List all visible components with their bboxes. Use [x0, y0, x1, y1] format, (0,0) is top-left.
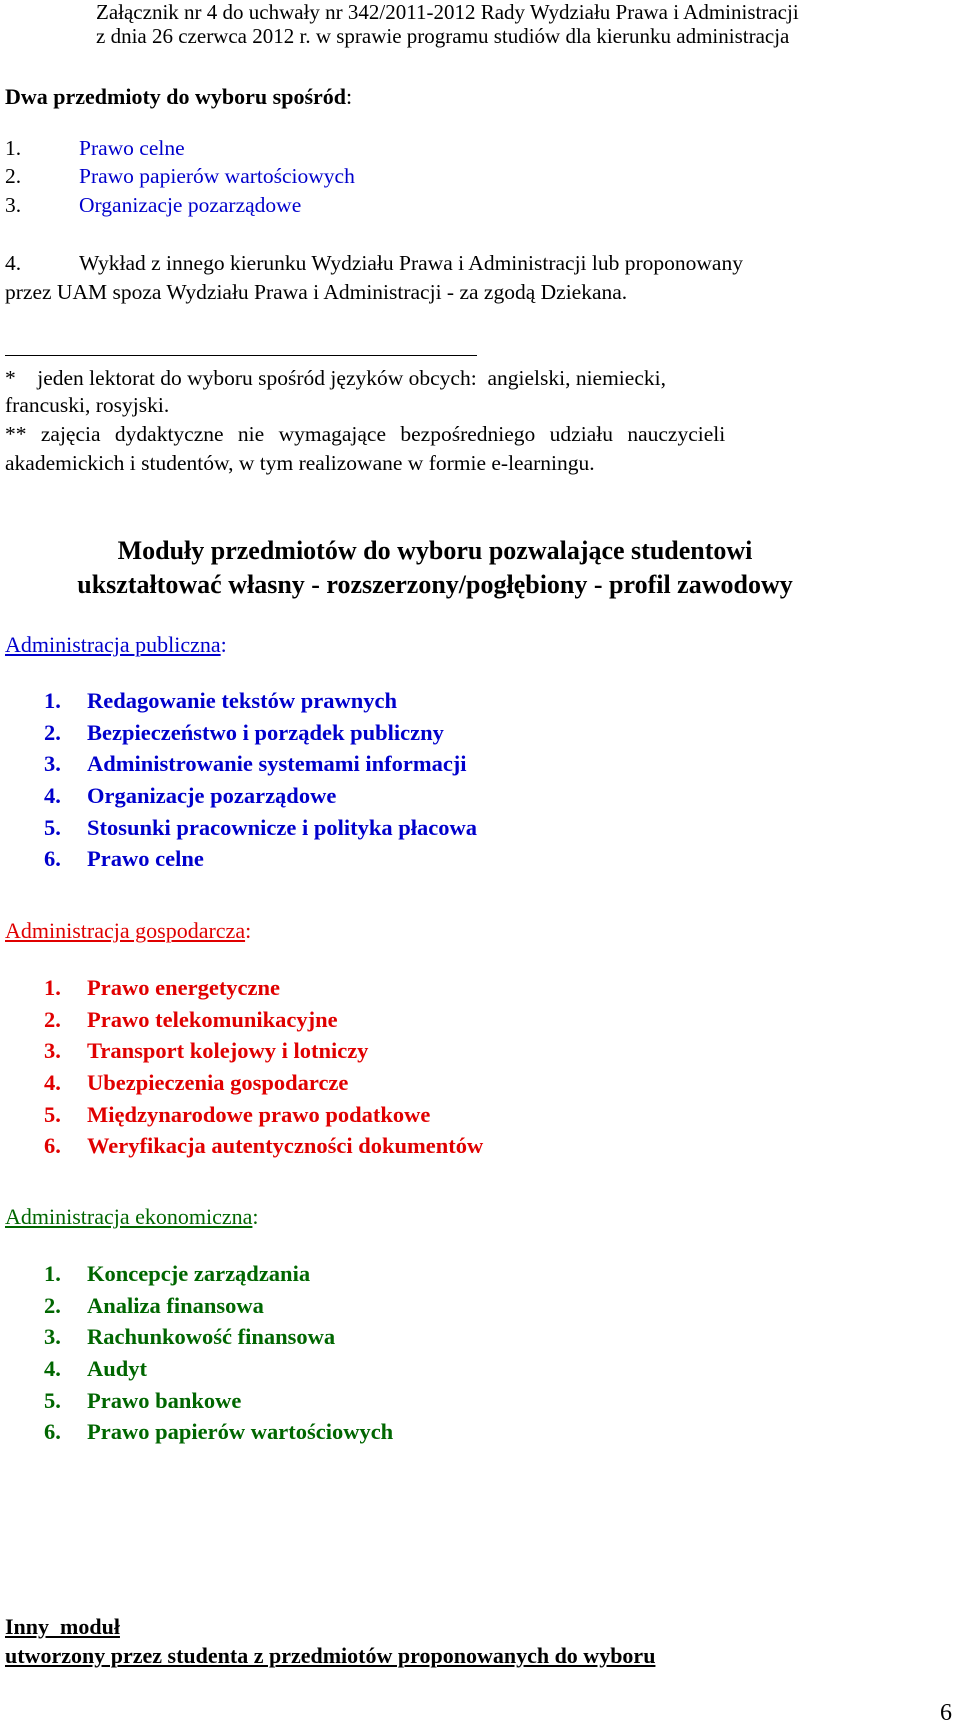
elective-item-label: Prawo papierów wartościowych [79, 164, 355, 188]
section-list-publiczna [44, 685, 477, 875]
section-heading-text: Administracja gospodarcza [5, 918, 246, 943]
list-item-label: Ubezpieczenia gospodarcze [87, 1070, 349, 1096]
electives-heading-text: Dwa przedmioty do wyboru spośród [5, 84, 347, 109]
document-header-line1: Załącznik nr 4 do uchwały nr 342/2011-2012 Rady Wydziału Prawa i Administracji [96, 0, 799, 24]
other-module-description: utworzony przez studenta z przedmiotów proponowanych do wyboru [5, 1643, 656, 1668]
list-item-num: 2. [44, 1006, 61, 1032]
list-item-label: Analiza finansowa [87, 1292, 264, 1318]
list-item-label: Organizacje pozarządowe [87, 783, 337, 809]
list-item-label: Audyt [87, 1356, 148, 1382]
footnote-separator [5, 355, 477, 356]
list-item [44, 1099, 483, 1131]
electives-heading-colon: : [346, 84, 353, 109]
modules-title-line1: Moduły przedmiotów do wyboru pozwalające studentowi [117, 536, 753, 565]
elective-item-num: 4. [5, 251, 22, 275]
section-list-ekonomiczna [44, 1258, 393, 1448]
elective-item [5, 136, 185, 160]
elective-item-label: Organizacje pozarządowe [79, 193, 302, 217]
list-item-num: 4. [44, 1356, 61, 1382]
list-item-num: 2. [44, 719, 61, 745]
other-module-title: Inny moduł [5, 1614, 120, 1639]
list-item-label: Prawo telekomunikacyjne [87, 1006, 338, 1032]
list-item [44, 1385, 393, 1417]
list-item [44, 1004, 483, 1036]
list-item-label: Stosunki pracownicze i polityka płacowa [87, 814, 478, 840]
section-heading-gospodarcza [5, 918, 251, 944]
elective-item-num: 1. [5, 136, 22, 160]
modules-title-line2: ukształtować własny - rozszerzony/pogłębiony - profil zawodowy [77, 570, 793, 599]
list-item [44, 843, 477, 875]
page-number: 6 [940, 1700, 952, 1726]
list-item [44, 748, 477, 780]
footnote-2-line1: ** zajęcia dydaktyczne nie wymagające bezpośredniego udziału nauczycieli [5, 422, 726, 446]
list-item [44, 1321, 393, 1353]
elective-item-4-line2: przez UAM spoza Wydziału Prawa i Administracji - za zgodą Dziekana. [5, 280, 628, 304]
list-item-label: Rachunkowość finansowa [87, 1324, 336, 1350]
elective-item-4-text: Wykład z innego kierunku Wydziału Prawa i Administracji lub proponowany [79, 251, 743, 275]
list-item-label: Prawo bankowe [87, 1387, 242, 1413]
section-heading-text: Administracja ekonomiczna [5, 1204, 253, 1229]
section-heading-colon: : [245, 918, 252, 943]
section-heading-publiczna [5, 632, 227, 658]
list-item-num: 6. [44, 1419, 61, 1445]
list-item-label: Bezpieczeństwo i porządek publiczny [87, 719, 444, 745]
list-item-num: 6. [44, 1133, 61, 1159]
list-item [44, 812, 477, 844]
list-item-num: 1. [44, 1261, 61, 1286]
list-item [44, 685, 477, 717]
list-item-num: 1. [44, 688, 61, 713]
list-item-num: 2. [44, 1292, 61, 1318]
section-heading-colon: : [220, 632, 227, 657]
section-heading-text: Administracja publiczna [5, 632, 221, 657]
list-item-num: 5. [44, 814, 61, 840]
list-item [44, 717, 477, 749]
list-item-num: 4. [44, 783, 61, 809]
footnote-2-line2: akademickich i studentów, w tym realizowane w formie e-learningu. [5, 451, 595, 475]
list-item [44, 1353, 393, 1385]
list-item [44, 972, 483, 1004]
list-item-label: Weryfikacja autentyczności dokumentów [87, 1133, 484, 1159]
elective-item-num: 3. [5, 193, 22, 217]
section-list-gospodarcza [44, 972, 483, 1162]
section-heading-ekonomiczna [5, 1204, 259, 1230]
list-item-num: 1. [44, 975, 61, 1000]
list-item [44, 1035, 483, 1067]
elective-item [5, 164, 355, 188]
list-item-num: 4. [44, 1070, 61, 1096]
list-item-label: Redagowanie tekstów prawnych [87, 688, 398, 713]
list-item-label: Prawo celne [87, 846, 204, 872]
footnote-1-line1: * jeden lektorat do wyboru spośród języków obcych: angielski, niemiecki, [5, 366, 666, 390]
list-item-num: 3. [44, 1038, 61, 1064]
list-item [44, 1290, 393, 1322]
elective-item-label: Prawo celne [79, 136, 185, 160]
list-item-num: 5. [44, 1101, 61, 1127]
list-item [44, 1416, 393, 1448]
electives-heading [5, 85, 352, 109]
list-item-label: Administrowanie systemami informacji [87, 751, 467, 777]
document-header-line2: z dnia 26 czerwca 2012 r. w sprawie programu studiów dla kierunku administracja [96, 24, 790, 48]
list-item-label: Koncepcje zarządzania [87, 1261, 311, 1286]
section-heading-colon: : [252, 1204, 259, 1229]
list-item-label: Transport kolejowy i lotniczy [87, 1038, 369, 1064]
list-item-num: 6. [44, 846, 61, 872]
list-item-label: Prawo papierów wartościowych [87, 1419, 394, 1445]
footnote-1-line2: francuski, rosyjski. [5, 393, 170, 417]
list-item-label: Międzynarodowe prawo podatkowe [87, 1101, 431, 1127]
list-item-num: 3. [44, 751, 61, 777]
list-item [44, 1258, 393, 1290]
list-item-num: 5. [44, 1387, 61, 1413]
list-item-label: Prawo energetyczne [87, 975, 281, 1000]
list-item [44, 1130, 483, 1162]
list-item [44, 1067, 483, 1099]
elective-item-4-line1 [5, 251, 743, 275]
list-item-num: 3. [44, 1324, 61, 1350]
elective-item-num: 2. [5, 164, 22, 188]
list-item [44, 780, 477, 812]
elective-item [5, 193, 301, 217]
